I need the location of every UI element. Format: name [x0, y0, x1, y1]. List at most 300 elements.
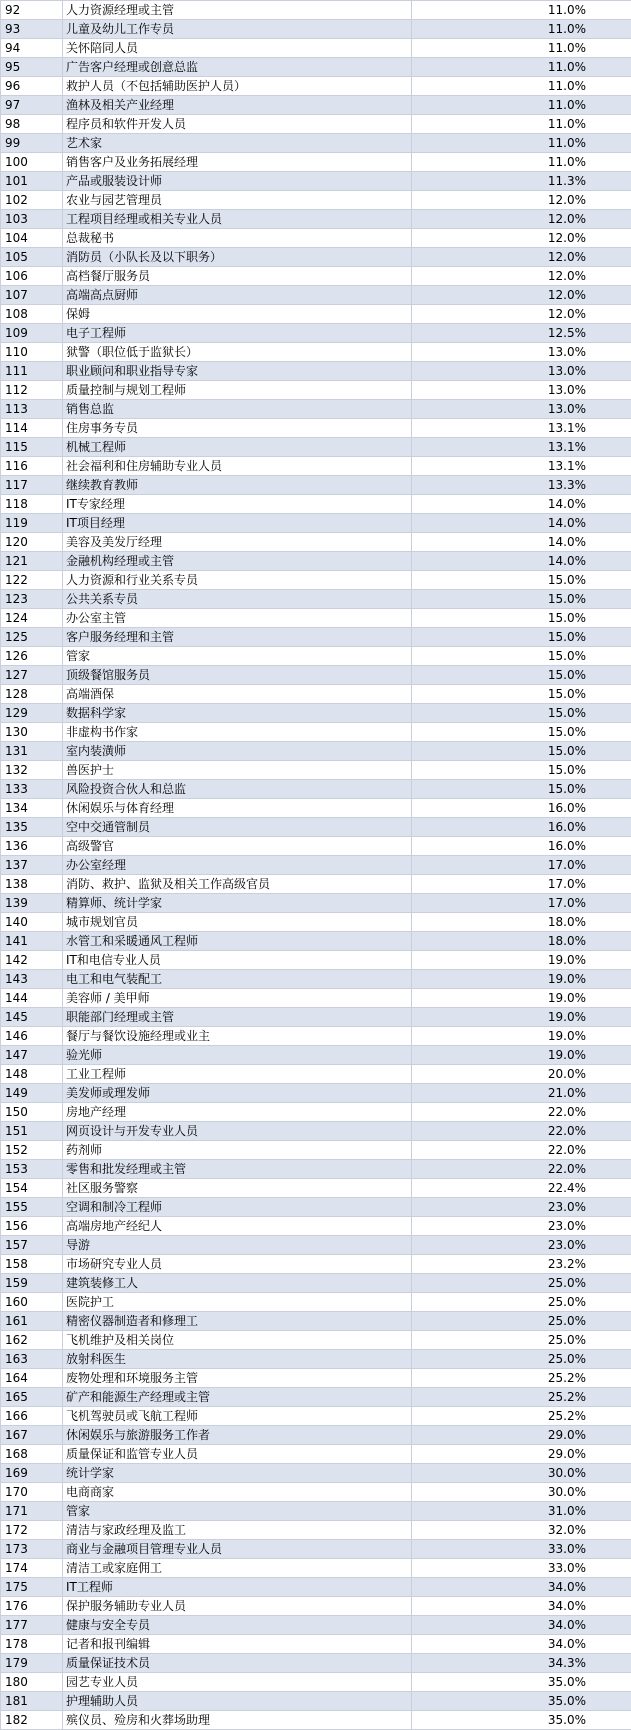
percentage-cell[interactable]: 34.0% — [412, 1578, 631, 1597]
percentage-cell[interactable]: 11.0% — [412, 134, 631, 153]
table-row[interactable] — [1, 267, 631, 286]
percentage-cell[interactable]: 30.0% — [412, 1464, 631, 1483]
table-row[interactable] — [1, 324, 631, 343]
table-row[interactable] — [1, 77, 631, 96]
rank-cell[interactable]: 102 — [1, 191, 63, 210]
rank-cell[interactable]: 123 — [1, 590, 63, 609]
rank-cell[interactable]: 116 — [1, 457, 63, 476]
table-row[interactable] — [1, 381, 631, 400]
job-title-cell[interactable]: 保护服务辅助专业人员 — [63, 1597, 412, 1616]
rank-cell[interactable]: 100 — [1, 153, 63, 172]
percentage-cell[interactable]: 15.0% — [412, 590, 631, 609]
rank-cell[interactable]: 113 — [1, 400, 63, 419]
table-row[interactable] — [1, 400, 631, 419]
percentage-cell[interactable]: 13.3% — [412, 476, 631, 495]
job-title-cell[interactable]: 高级警官 — [63, 837, 412, 856]
percentage-cell[interactable]: 11.0% — [412, 115, 631, 134]
table-row[interactable] — [1, 723, 631, 742]
rank-cell[interactable]: 177 — [1, 1616, 63, 1635]
percentage-cell[interactable]: 30.0% — [412, 1483, 631, 1502]
percentage-cell[interactable]: 13.1% — [412, 419, 631, 438]
job-title-cell[interactable]: 兽医护士 — [63, 761, 412, 780]
percentage-cell[interactable]: 12.0% — [412, 210, 631, 229]
percentage-cell[interactable]: 18.0% — [412, 932, 631, 951]
percentage-cell[interactable]: 16.0% — [412, 837, 631, 856]
job-title-cell[interactable]: 渔林及相关产业经理 — [63, 96, 412, 115]
rank-cell[interactable]: 133 — [1, 780, 63, 799]
percentage-cell[interactable]: 34.0% — [412, 1597, 631, 1616]
table-row[interactable] — [1, 894, 631, 913]
job-title-cell[interactable]: 医院护工 — [63, 1293, 412, 1312]
percentage-cell[interactable]: 15.0% — [412, 742, 631, 761]
table-row[interactable] — [1, 685, 631, 704]
rank-cell[interactable]: 132 — [1, 761, 63, 780]
job-title-cell[interactable]: 艺术家 — [63, 134, 412, 153]
table-row[interactable] — [1, 761, 631, 780]
percentage-cell[interactable]: 25.2% — [412, 1369, 631, 1388]
rank-cell[interactable]: 168 — [1, 1445, 63, 1464]
percentage-cell[interactable]: 33.0% — [412, 1540, 631, 1559]
job-title-cell[interactable]: 管家 — [63, 647, 412, 666]
job-title-cell[interactable]: 护理辅助人员 — [63, 1692, 412, 1711]
table-row[interactable] — [1, 1483, 631, 1502]
rank-cell[interactable]: 159 — [1, 1274, 63, 1293]
table-row[interactable] — [1, 1065, 631, 1084]
percentage-cell[interactable]: 22.0% — [412, 1103, 631, 1122]
job-title-cell[interactable]: 销售客户及业务拓展经理 — [63, 153, 412, 172]
rank-cell[interactable]: 108 — [1, 305, 63, 324]
percentage-cell[interactable]: 19.0% — [412, 1008, 631, 1027]
percentage-cell[interactable]: 35.0% — [412, 1673, 631, 1692]
rank-cell[interactable]: 107 — [1, 286, 63, 305]
percentage-cell[interactable]: 13.0% — [412, 400, 631, 419]
rank-cell[interactable]: 95 — [1, 58, 63, 77]
job-title-cell[interactable]: 继续教育教师 — [63, 476, 412, 495]
percentage-cell[interactable]: 34.0% — [412, 1616, 631, 1635]
job-title-cell[interactable]: 管家 — [63, 1502, 412, 1521]
rank-cell[interactable]: 138 — [1, 875, 63, 894]
percentage-cell[interactable]: 18.0% — [412, 913, 631, 932]
table-row[interactable] — [1, 457, 631, 476]
rank-cell[interactable]: 101 — [1, 172, 63, 191]
table-row[interactable] — [1, 1293, 631, 1312]
table-row[interactable] — [1, 1654, 631, 1673]
job-title-cell[interactable]: 零售和批发经理或主管 — [63, 1160, 412, 1179]
percentage-cell[interactable]: 13.0% — [412, 343, 631, 362]
job-title-cell[interactable]: 工业工程师 — [63, 1065, 412, 1084]
percentage-cell[interactable]: 14.0% — [412, 495, 631, 514]
percentage-cell[interactable]: 23.2% — [412, 1255, 631, 1274]
table-row[interactable] — [1, 818, 631, 837]
table-row[interactable] — [1, 1198, 631, 1217]
job-title-cell[interactable]: 职业顾问和职业指导专家 — [63, 362, 412, 381]
job-title-cell[interactable]: 验光师 — [63, 1046, 412, 1065]
rank-cell[interactable]: 173 — [1, 1540, 63, 1559]
percentage-cell[interactable]: 20.0% — [412, 1065, 631, 1084]
percentage-cell[interactable]: 29.0% — [412, 1445, 631, 1464]
table-row[interactable] — [1, 1369, 631, 1388]
job-title-cell[interactable]: 空中交通管制员 — [63, 818, 412, 837]
rank-cell[interactable]: 161 — [1, 1312, 63, 1331]
job-title-cell[interactable]: 健康与安全专员 — [63, 1616, 412, 1635]
percentage-cell[interactable]: 31.0% — [412, 1502, 631, 1521]
percentage-cell[interactable]: 11.0% — [412, 20, 631, 39]
rank-cell[interactable]: 111 — [1, 362, 63, 381]
table-row[interactable] — [1, 1141, 631, 1160]
rank-cell[interactable]: 120 — [1, 533, 63, 552]
table-row[interactable] — [1, 476, 631, 495]
percentage-cell[interactable]: 13.0% — [412, 362, 631, 381]
rank-cell[interactable]: 125 — [1, 628, 63, 647]
job-title-cell[interactable]: 殡仪员、殓房和火葬场助理 — [63, 1711, 412, 1730]
percentage-cell[interactable]: 19.0% — [412, 951, 631, 970]
rank-cell[interactable]: 144 — [1, 989, 63, 1008]
percentage-cell[interactable]: 12.0% — [412, 248, 631, 267]
table-row[interactable] — [1, 1, 631, 20]
job-title-cell[interactable]: 飞机驾驶员或飞航工程师 — [63, 1407, 412, 1426]
job-title-cell[interactable]: 农业与园艺管理员 — [63, 191, 412, 210]
job-title-cell[interactable]: 废物处理和环境服务主管 — [63, 1369, 412, 1388]
percentage-cell[interactable]: 17.0% — [412, 856, 631, 875]
table-row[interactable] — [1, 1274, 631, 1293]
table-row[interactable] — [1, 1255, 631, 1274]
job-title-cell[interactable]: 质量保证技术员 — [63, 1654, 412, 1673]
rank-cell[interactable]: 118 — [1, 495, 63, 514]
table-row[interactable] — [1, 1160, 631, 1179]
table-row[interactable] — [1, 856, 631, 875]
table-row[interactable] — [1, 343, 631, 362]
percentage-cell[interactable]: 12.0% — [412, 305, 631, 324]
table-row[interactable] — [1, 1445, 631, 1464]
rank-cell[interactable]: 178 — [1, 1635, 63, 1654]
rank-cell[interactable]: 112 — [1, 381, 63, 400]
table-row[interactable] — [1, 989, 631, 1008]
rank-cell[interactable]: 135 — [1, 818, 63, 837]
rank-cell[interactable]: 181 — [1, 1692, 63, 1711]
table-row[interactable] — [1, 1635, 631, 1654]
job-title-cell[interactable]: 放射科医生 — [63, 1350, 412, 1369]
rank-cell[interactable]: 179 — [1, 1654, 63, 1673]
percentage-cell[interactable]: 15.0% — [412, 761, 631, 780]
table-row[interactable] — [1, 742, 631, 761]
table-row[interactable] — [1, 1103, 631, 1122]
percentage-cell[interactable]: 13.1% — [412, 438, 631, 457]
table-row[interactable] — [1, 1502, 631, 1521]
table-row[interactable] — [1, 134, 631, 153]
job-title-cell[interactable]: 电子工程师 — [63, 324, 412, 343]
percentage-cell[interactable]: 14.0% — [412, 514, 631, 533]
rank-cell[interactable]: 105 — [1, 248, 63, 267]
rank-cell[interactable]: 131 — [1, 742, 63, 761]
table-row[interactable] — [1, 647, 631, 666]
percentage-cell[interactable]: 15.0% — [412, 780, 631, 799]
rank-cell[interactable]: 153 — [1, 1160, 63, 1179]
table-row[interactable] — [1, 552, 631, 571]
job-title-cell[interactable]: 消防员（小队长及以下职务） — [63, 248, 412, 267]
job-title-cell[interactable]: 休闲娱乐与旅游服务工作者 — [63, 1426, 412, 1445]
percentage-cell[interactable]: 12.0% — [412, 267, 631, 286]
percentage-cell[interactable]: 12.5% — [412, 324, 631, 343]
job-title-cell[interactable]: 美发师或理发师 — [63, 1084, 412, 1103]
percentage-cell[interactable]: 21.0% — [412, 1084, 631, 1103]
percentage-cell[interactable]: 33.0% — [412, 1559, 631, 1578]
percentage-cell[interactable]: 16.0% — [412, 818, 631, 837]
rank-cell[interactable]: 121 — [1, 552, 63, 571]
table-row[interactable] — [1, 248, 631, 267]
job-title-cell[interactable]: 室内装潢师 — [63, 742, 412, 761]
table-row[interactable] — [1, 305, 631, 324]
percentage-cell[interactable]: 11.0% — [412, 153, 631, 172]
job-title-cell[interactable]: 餐厅与餐饮设施经理或业主 — [63, 1027, 412, 1046]
job-title-cell[interactable]: 质量保证和监管专业人员 — [63, 1445, 412, 1464]
job-title-cell[interactable]: 房地产经理 — [63, 1103, 412, 1122]
job-title-cell[interactable]: 电工和电气装配工 — [63, 970, 412, 989]
percentage-cell[interactable]: 11.0% — [412, 58, 631, 77]
rank-cell[interactable]: 156 — [1, 1217, 63, 1236]
job-title-cell[interactable]: 金融机构经理或主管 — [63, 552, 412, 571]
rank-cell[interactable]: 165 — [1, 1388, 63, 1407]
rank-cell[interactable]: 149 — [1, 1084, 63, 1103]
rank-cell[interactable]: 117 — [1, 476, 63, 495]
rank-cell[interactable]: 128 — [1, 685, 63, 704]
job-title-cell[interactable]: 关怀陪同人员 — [63, 39, 412, 58]
rank-cell[interactable]: 104 — [1, 229, 63, 248]
job-title-cell[interactable]: 高端高点厨师 — [63, 286, 412, 305]
percentage-cell[interactable]: 14.0% — [412, 533, 631, 552]
rank-cell[interactable]: 160 — [1, 1293, 63, 1312]
percentage-cell[interactable]: 12.0% — [412, 229, 631, 248]
job-title-cell[interactable]: IT项目经理 — [63, 514, 412, 533]
rank-cell[interactable]: 145 — [1, 1008, 63, 1027]
table-row[interactable] — [1, 1578, 631, 1597]
table-row[interactable] — [1, 1331, 631, 1350]
rank-cell[interactable]: 96 — [1, 77, 63, 96]
percentage-cell[interactable]: 15.0% — [412, 609, 631, 628]
table-row[interactable] — [1, 1179, 631, 1198]
rank-cell[interactable]: 126 — [1, 647, 63, 666]
percentage-cell[interactable]: 23.0% — [412, 1198, 631, 1217]
percentage-cell[interactable]: 23.0% — [412, 1236, 631, 1255]
table-row[interactable] — [1, 1540, 631, 1559]
percentage-cell[interactable]: 19.0% — [412, 970, 631, 989]
percentage-cell[interactable]: 11.3% — [412, 172, 631, 191]
job-title-cell[interactable]: 药剂师 — [63, 1141, 412, 1160]
rank-cell[interactable]: 93 — [1, 20, 63, 39]
table-row[interactable] — [1, 153, 631, 172]
percentage-cell[interactable]: 22.0% — [412, 1122, 631, 1141]
percentage-cell[interactable]: 25.0% — [412, 1350, 631, 1369]
rank-cell[interactable]: 143 — [1, 970, 63, 989]
rank-cell[interactable]: 137 — [1, 856, 63, 875]
rank-cell[interactable]: 182 — [1, 1711, 63, 1730]
job-title-cell[interactable]: 记者和报刊编辑 — [63, 1635, 412, 1654]
job-title-cell[interactable]: 空调和制冷工程师 — [63, 1198, 412, 1217]
table-row[interactable] — [1, 172, 631, 191]
job-title-cell[interactable]: 社会福利和住房辅助专业人员 — [63, 457, 412, 476]
table-row[interactable] — [1, 913, 631, 932]
rank-cell[interactable]: 148 — [1, 1065, 63, 1084]
percentage-cell[interactable]: 14.0% — [412, 552, 631, 571]
percentage-cell[interactable]: 11.0% — [412, 1, 631, 20]
rank-cell[interactable]: 139 — [1, 894, 63, 913]
job-title-cell[interactable]: 水管工和采暖通风工程师 — [63, 932, 412, 951]
percentage-cell[interactable]: 15.0% — [412, 685, 631, 704]
percentage-cell[interactable]: 15.0% — [412, 628, 631, 647]
table-row[interactable] — [1, 1559, 631, 1578]
job-title-cell[interactable]: 市场研究专业人员 — [63, 1255, 412, 1274]
rank-cell[interactable]: 140 — [1, 913, 63, 932]
table-row[interactable] — [1, 1312, 631, 1331]
table-row[interactable] — [1, 1008, 631, 1027]
job-title-cell[interactable]: 广告客户经理或创意总监 — [63, 58, 412, 77]
percentage-cell[interactable]: 15.0% — [412, 666, 631, 685]
job-title-cell[interactable]: 精算师、统计学家 — [63, 894, 412, 913]
table-row[interactable] — [1, 210, 631, 229]
job-title-cell[interactable]: 美容及美发厅经理 — [63, 533, 412, 552]
percentage-cell[interactable]: 19.0% — [412, 989, 631, 1008]
rank-cell[interactable]: 142 — [1, 951, 63, 970]
job-title-cell[interactable]: IT和电信专业人员 — [63, 951, 412, 970]
percentage-cell[interactable]: 35.0% — [412, 1711, 631, 1730]
table-row[interactable] — [1, 191, 631, 210]
percentage-cell[interactable]: 15.0% — [412, 647, 631, 666]
rank-cell[interactable]: 119 — [1, 514, 63, 533]
table-row[interactable] — [1, 286, 631, 305]
percentage-cell[interactable]: 34.0% — [412, 1635, 631, 1654]
table-row[interactable] — [1, 1084, 631, 1103]
rank-cell[interactable]: 122 — [1, 571, 63, 590]
table-row[interactable] — [1, 970, 631, 989]
table-row[interactable] — [1, 514, 631, 533]
job-title-cell[interactable]: 清洁与家政经理及监工 — [63, 1521, 412, 1540]
percentage-cell[interactable]: 29.0% — [412, 1426, 631, 1445]
table-row[interactable] — [1, 419, 631, 438]
percentage-cell[interactable]: 17.0% — [412, 894, 631, 913]
percentage-cell[interactable]: 32.0% — [412, 1521, 631, 1540]
table-row[interactable] — [1, 951, 631, 970]
job-title-cell[interactable]: 人力资源和行业关系专员 — [63, 571, 412, 590]
table-row[interactable] — [1, 229, 631, 248]
percentage-cell[interactable]: 23.0% — [412, 1217, 631, 1236]
table-row[interactable] — [1, 1711, 631, 1730]
job-title-cell[interactable]: 电商商家 — [63, 1483, 412, 1502]
job-title-cell[interactable]: 程序员和软件开发人员 — [63, 115, 412, 134]
rank-cell[interactable]: 92 — [1, 1, 63, 20]
table-row[interactable] — [1, 1407, 631, 1426]
table-row[interactable] — [1, 780, 631, 799]
job-title-cell[interactable]: 工程项目经理或相关专业人员 — [63, 210, 412, 229]
table-row[interactable] — [1, 799, 631, 818]
rank-cell[interactable]: 94 — [1, 39, 63, 58]
table-row[interactable] — [1, 1122, 631, 1141]
percentage-cell[interactable]: 25.0% — [412, 1274, 631, 1293]
job-title-cell[interactable]: 机械工程师 — [63, 438, 412, 457]
table-row[interactable] — [1, 495, 631, 514]
rank-cell[interactable]: 141 — [1, 932, 63, 951]
table-row[interactable] — [1, 1217, 631, 1236]
job-title-cell[interactable]: 办公室主管 — [63, 609, 412, 628]
table-row[interactable] — [1, 875, 631, 894]
job-title-cell[interactable]: 救护人员（不包括辅助医护人员） — [63, 77, 412, 96]
rank-cell[interactable]: 169 — [1, 1464, 63, 1483]
table-row[interactable] — [1, 1673, 631, 1692]
rank-cell[interactable]: 152 — [1, 1141, 63, 1160]
rank-cell[interactable]: 150 — [1, 1103, 63, 1122]
job-title-cell[interactable]: 统计学家 — [63, 1464, 412, 1483]
percentage-cell[interactable]: 22.0% — [412, 1141, 631, 1160]
table-row[interactable] — [1, 1388, 631, 1407]
rank-cell[interactable]: 174 — [1, 1559, 63, 1578]
rank-cell[interactable]: 115 — [1, 438, 63, 457]
job-title-cell[interactable]: 销售总监 — [63, 400, 412, 419]
table-row[interactable] — [1, 666, 631, 685]
percentage-cell[interactable]: 11.0% — [412, 96, 631, 115]
table-row[interactable] — [1, 704, 631, 723]
job-title-cell[interactable]: 飞机维护及相关岗位 — [63, 1331, 412, 1350]
job-title-cell[interactable]: 总裁秘书 — [63, 229, 412, 248]
job-title-cell[interactable]: 网页设计与开发专业人员 — [63, 1122, 412, 1141]
rank-cell[interactable]: 114 — [1, 419, 63, 438]
table-row[interactable] — [1, 1464, 631, 1483]
table-row[interactable] — [1, 1616, 631, 1635]
percentage-cell[interactable]: 34.3% — [412, 1654, 631, 1673]
job-title-cell[interactable]: 高档餐厅服务员 — [63, 267, 412, 286]
percentage-cell[interactable]: 35.0% — [412, 1692, 631, 1711]
job-title-cell[interactable]: 保姆 — [63, 305, 412, 324]
table-row[interactable] — [1, 20, 631, 39]
percentage-cell[interactable]: 19.0% — [412, 1046, 631, 1065]
rank-cell[interactable]: 158 — [1, 1255, 63, 1274]
job-title-cell[interactable]: 数据科学家 — [63, 704, 412, 723]
percentage-cell[interactable]: 19.0% — [412, 1027, 631, 1046]
rank-cell[interactable]: 163 — [1, 1350, 63, 1369]
table-row[interactable] — [1, 1692, 631, 1711]
table-row[interactable] — [1, 96, 631, 115]
percentage-cell[interactable]: 16.0% — [412, 799, 631, 818]
percentage-cell[interactable]: 22.4% — [412, 1179, 631, 1198]
table-row[interactable] — [1, 590, 631, 609]
table-row[interactable] — [1, 571, 631, 590]
rank-cell[interactable]: 103 — [1, 210, 63, 229]
job-title-cell[interactable]: 风险投资合伙人和总监 — [63, 780, 412, 799]
job-title-cell[interactable]: 住房事务专员 — [63, 419, 412, 438]
rank-cell[interactable]: 136 — [1, 837, 63, 856]
job-title-cell[interactable]: 客户服务经理和主管 — [63, 628, 412, 647]
table-row[interactable] — [1, 1350, 631, 1369]
table-row[interactable] — [1, 533, 631, 552]
percentage-cell[interactable]: 13.0% — [412, 381, 631, 400]
percentage-cell[interactable]: 25.0% — [412, 1312, 631, 1331]
table-row[interactable] — [1, 1027, 631, 1046]
table-row[interactable] — [1, 1426, 631, 1445]
table-row[interactable] — [1, 115, 631, 134]
job-title-cell[interactable]: 休闲娱乐与体育经理 — [63, 799, 412, 818]
job-title-cell[interactable]: 园艺专业人员 — [63, 1673, 412, 1692]
percentage-cell[interactable]: 13.1% — [412, 457, 631, 476]
job-title-cell[interactable]: 顶级餐馆服务员 — [63, 666, 412, 685]
rank-cell[interactable]: 176 — [1, 1597, 63, 1616]
table-row[interactable] — [1, 932, 631, 951]
job-title-cell[interactable]: IT专家经理 — [63, 495, 412, 514]
table-row[interactable] — [1, 438, 631, 457]
job-title-cell[interactable]: 精密仪器制造者和修理工 — [63, 1312, 412, 1331]
job-title-cell[interactable]: 矿产和能源生产经理或主管 — [63, 1388, 412, 1407]
percentage-cell[interactable]: 15.0% — [412, 723, 631, 742]
job-title-cell[interactable]: 商业与金融项目管理专业人员 — [63, 1540, 412, 1559]
job-title-cell[interactable]: 办公室经理 — [63, 856, 412, 875]
percentage-cell[interactable]: 25.0% — [412, 1331, 631, 1350]
job-title-cell[interactable]: 质量控制与规划工程师 — [63, 381, 412, 400]
